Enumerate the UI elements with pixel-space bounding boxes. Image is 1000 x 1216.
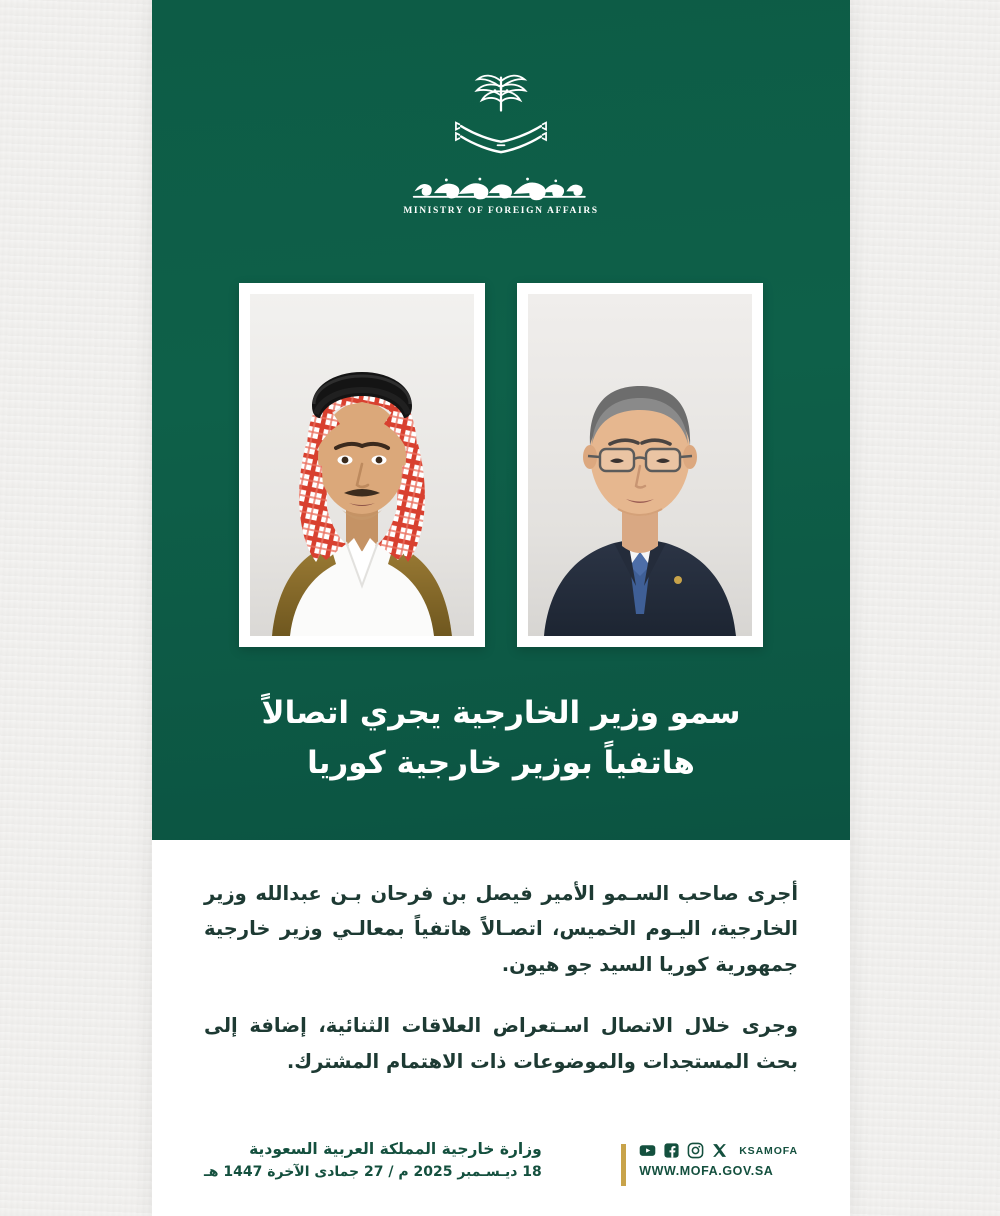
saudi-foreign-minister-portrait [250,294,474,636]
green-header-panel [152,0,850,840]
publication-date: 18 ديـسـمبر 2025 م / 27 جمادى الآخرة 1447 هـ [204,1164,542,1180]
youtube-icon[interactable] [639,1142,656,1159]
portrait-frame-saudi [239,283,485,647]
ministry-branding [152,62,850,216]
facebook-icon[interactable] [663,1142,680,1159]
website-url[interactable]: WWW.MOFA.GOV.SA [639,1164,774,1178]
saudi-emblem-icon [449,62,553,166]
portrait-frame-korea [517,283,763,647]
body-text [152,840,850,1104]
body-paragraph-2: وجرى خلال الاتصال اسـتعراض العلاقات الثنائية، إضافة إلى بحث المستجدات والموضوعات ذات الاهتمام المشترك. [204,1014,798,1073]
ministry-full-name: وزارة خارجية المملكة العربية السعودية [249,1140,542,1158]
x-icon[interactable] [711,1142,728,1159]
social-icons [639,1142,798,1159]
body-paragraph-1: أجرى صاحب السـمو الأمير فيصل بن فرحان بـن عبدالله وزير الخارجية، اليـوم الخميس، اتصـالاً هاتفياً بمعالـي وزير خارجية جمهورية كوريا السيد جو هيون. [204,882,798,976]
ministry-name-english: MINISTRY OF FOREIGN AFFAIRS [403,206,599,216]
social-block [621,1142,798,1178]
ministry-name-arabic-calligraphy [404,172,598,202]
social-handle: KSAMOFA [739,1144,798,1157]
headline-line-1: سمو وزير الخارجية يجري اتصالاً [261,695,741,731]
portrait-row [152,283,850,647]
headline-line-2: هاتفياً بوزير خارجية كوريا [307,745,695,782]
korean-foreign-minister-portrait [528,294,752,636]
footer-ministry-block [204,1140,542,1180]
headline [192,688,810,788]
instagram-icon[interactable] [687,1142,704,1159]
footer [152,1104,850,1216]
press-card [152,0,850,1216]
